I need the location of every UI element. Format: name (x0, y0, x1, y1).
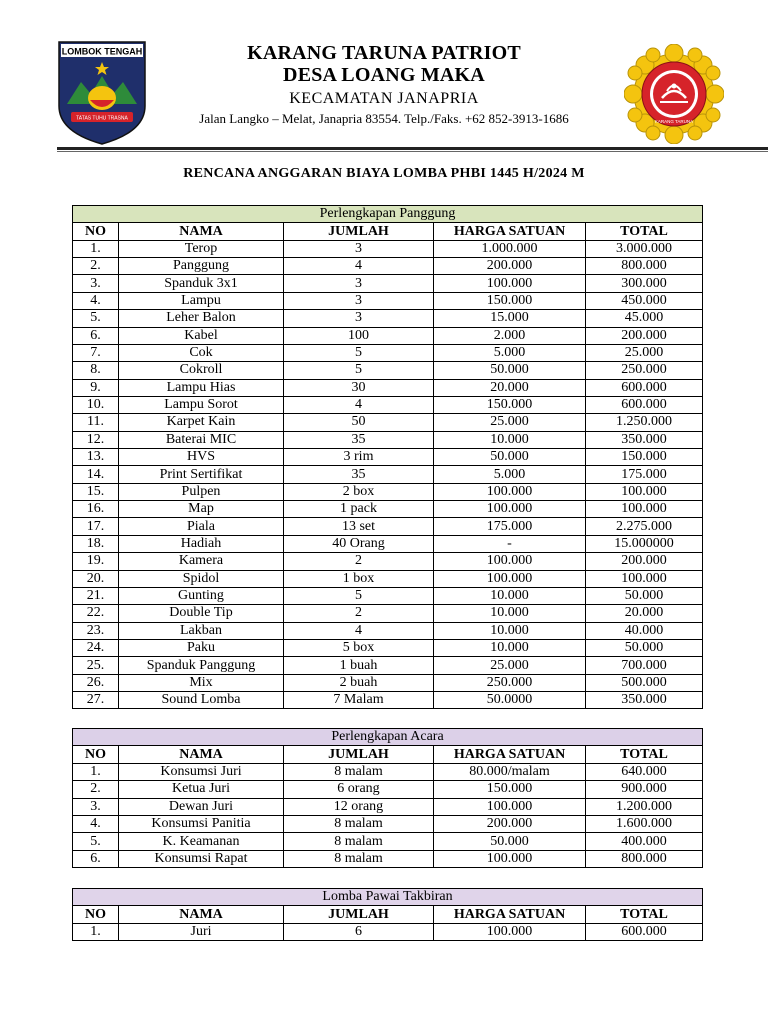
cell-nama: Gunting (119, 587, 284, 604)
cell-no: 1. (73, 763, 119, 780)
cell-no: 2. (73, 781, 119, 798)
cell-nama: HVS (119, 449, 284, 466)
cell-no: 11. (73, 414, 119, 431)
cell-total: 50.000 (586, 587, 703, 604)
cell-jumlah: 3 (284, 240, 434, 257)
cell-total: 45.000 (586, 310, 703, 327)
table-row (73, 449, 703, 466)
cell-total: 640.000 (586, 763, 703, 780)
cell-harga-satuan: 10.000 (434, 622, 586, 639)
table-row (73, 292, 703, 309)
cell-no: 3. (73, 798, 119, 815)
cell-harga-satuan: 100.000 (434, 923, 586, 940)
seal-label: KARANG TARUNA (654, 119, 694, 124)
cell-harga-satuan: 2.000 (434, 327, 586, 344)
cell-harga-satuan: 100.000 (434, 553, 586, 570)
cell-nama: K. Keamanan (119, 833, 284, 850)
cell-total: 800.000 (586, 850, 703, 867)
cell-no: 16. (73, 501, 119, 518)
table-row (73, 833, 703, 850)
cell-jumlah: 1 pack (284, 501, 434, 518)
table-caption: Lomba Pawai Takbiran (73, 889, 703, 906)
cell-no: 6. (73, 327, 119, 344)
letterhead (0, 0, 768, 152)
cell-nama: Lampu Sorot (119, 396, 284, 413)
cell-harga-satuan: 150.000 (434, 396, 586, 413)
cell-harga-satuan: 15.000 (434, 310, 586, 327)
cell-no: 5. (73, 833, 119, 850)
org-name-line2: DESA LOANG MAKA (283, 64, 485, 86)
cell-jumlah: 35 (284, 466, 434, 483)
address-line: Jalan Langko – Melat, Janapria 83554. Telp./Faks. +62 852-3913-1686 (199, 111, 569, 126)
cell-jumlah: 100 (284, 327, 434, 344)
table-row (73, 414, 703, 431)
cell-nama: Spanduk Panggung (119, 657, 284, 674)
table-row (73, 923, 703, 940)
column-header-no: NO (73, 223, 119, 240)
cell-total: 600.000 (586, 379, 703, 396)
cell-nama: Cok (119, 344, 284, 361)
cell-total: 400.000 (586, 833, 703, 850)
cell-no: 4. (73, 292, 119, 309)
cell-nama: Konsumsi Panitia (119, 815, 284, 832)
cell-jumlah: 40 Orang (284, 535, 434, 552)
cell-nama: Double Tip (119, 605, 284, 622)
cell-no: 17. (73, 518, 119, 535)
cell-jumlah: 50 (284, 414, 434, 431)
cell-nama: Lakban (119, 622, 284, 639)
cell-jumlah: 12 orang (284, 798, 434, 815)
cell-no: 13. (73, 449, 119, 466)
cell-jumlah: 3 (284, 275, 434, 292)
cell-nama: Sound Lomba (119, 692, 284, 709)
cell-no: 12. (73, 431, 119, 448)
cell-nama: Piala (119, 518, 284, 535)
table-row (73, 466, 703, 483)
table-row (73, 657, 703, 674)
column-header-jumlah: JUMLAH (284, 746, 434, 763)
table-header-row (73, 746, 703, 763)
letterhead-text (170, 42, 598, 127)
cell-nama: Kamera (119, 553, 284, 570)
table-row (73, 763, 703, 780)
cell-harga-satuan: 10.000 (434, 587, 586, 604)
cell-total: 100.000 (586, 483, 703, 500)
table-row (73, 605, 703, 622)
cell-jumlah: 6 orang (284, 781, 434, 798)
table-row (73, 327, 703, 344)
cell-harga-satuan: 50.0000 (434, 692, 586, 709)
cell-total: 500.000 (586, 674, 703, 691)
cell-nama: Karpet Kain (119, 414, 284, 431)
cell-jumlah: 5 (284, 362, 434, 379)
cell-no: 5. (73, 310, 119, 327)
column-header-jumlah: JUMLAH (284, 223, 434, 240)
cell-harga-satuan: 80.000/malam (434, 763, 586, 780)
cell-nama: Lampu (119, 292, 284, 309)
table-header-row (73, 906, 703, 923)
table-caption: Perlengkapan Acara (73, 729, 703, 746)
cell-no: 21. (73, 587, 119, 604)
cell-total: 300.000 (586, 275, 703, 292)
document-title: RENCANA ANGGARAN BIAYA LOMBA PHBI 1445 H/2024 M (183, 166, 585, 181)
table-row (73, 850, 703, 867)
cell-harga-satuan: 50.000 (434, 362, 586, 379)
cell-total: 150.000 (586, 449, 703, 466)
cell-nama: Konsumsi Juri (119, 763, 284, 780)
cell-jumlah: 2 (284, 605, 434, 622)
cell-total: 600.000 (586, 396, 703, 413)
cell-harga-satuan: 1.000.000 (434, 240, 586, 257)
cell-jumlah: 2 (284, 553, 434, 570)
cell-no: 22. (73, 605, 119, 622)
table-row (73, 692, 703, 709)
table-row (73, 798, 703, 815)
cell-total: 40.000 (586, 622, 703, 639)
cell-no: 20. (73, 570, 119, 587)
table-perlengkapan-panggung (72, 205, 703, 709)
cell-nama: Pulpen (119, 483, 284, 500)
cell-harga-satuan: 100.000 (434, 483, 586, 500)
cell-jumlah: 5 (284, 344, 434, 361)
cell-nama: Juri (119, 923, 284, 940)
table-row (73, 535, 703, 552)
cell-harga-satuan: 25.000 (434, 657, 586, 674)
cell-harga-satuan: 200.000 (434, 258, 586, 275)
cell-nama: Baterai MIC (119, 431, 284, 448)
cell-total: 1.600.000 (586, 815, 703, 832)
logo-left-label: LOMBOK TENGAH (61, 46, 143, 57)
cell-nama: Spanduk 3x1 (119, 275, 284, 292)
cell-no: 26. (73, 674, 119, 691)
column-header-total: TOTAL (586, 746, 703, 763)
column-header-total: TOTAL (586, 906, 703, 923)
cell-jumlah: 3 (284, 310, 434, 327)
cell-nama: Panggung (119, 258, 284, 275)
table-row (73, 518, 703, 535)
column-header-harga-satuan: HARGA SATUAN (434, 746, 586, 763)
cell-harga-satuan: 5.000 (434, 466, 586, 483)
table-row (73, 431, 703, 448)
cell-jumlah: 35 (284, 431, 434, 448)
header-rule (57, 147, 768, 150)
karang-taruna-seal (624, 44, 724, 144)
cell-nama: Kabel (119, 327, 284, 344)
cell-jumlah: 8 malam (284, 763, 434, 780)
table-header-row (73, 223, 703, 240)
cell-harga-satuan: 10.000 (434, 639, 586, 656)
cell-jumlah: 3 (284, 292, 434, 309)
cell-total: 350.000 (586, 692, 703, 709)
cell-nama: Cokroll (119, 362, 284, 379)
column-header-harga-satuan: HARGA SATUAN (434, 223, 586, 240)
cell-no: 2. (73, 258, 119, 275)
logo-left-ribbon: TATAS TUHU TRASNA (76, 115, 128, 122)
cell-harga-satuan: 50.000 (434, 833, 586, 850)
column-header-total: TOTAL (586, 223, 703, 240)
cell-nama: Leher Balon (119, 310, 284, 327)
cell-jumlah: 7 Malam (284, 692, 434, 709)
cell-jumlah: 5 (284, 587, 434, 604)
cell-jumlah: 4 (284, 622, 434, 639)
cell-harga-satuan: 100.000 (434, 850, 586, 867)
cell-nama: Konsumsi Rapat (119, 850, 284, 867)
column-header-nama: NAMA (119, 746, 284, 763)
cell-total: 3.000.000 (586, 240, 703, 257)
cell-no: 3. (73, 275, 119, 292)
column-header-nama: NAMA (119, 223, 284, 240)
cell-no: 7. (73, 344, 119, 361)
cell-total: 450.000 (586, 292, 703, 309)
district-name: KECAMATAN JANAPRIA (289, 90, 479, 107)
table-row (73, 362, 703, 379)
table-row (73, 639, 703, 656)
cell-no: 8. (73, 362, 119, 379)
column-header-harga-satuan: HARGA SATUAN (434, 906, 586, 923)
cell-nama: Ketua Juri (119, 781, 284, 798)
cell-total: 100.000 (586, 570, 703, 587)
table-row (73, 781, 703, 798)
cell-harga-satuan: 100.000 (434, 570, 586, 587)
table-row (73, 483, 703, 500)
cell-harga-satuan: 100.000 (434, 501, 586, 518)
column-header-jumlah: JUMLAH (284, 906, 434, 923)
cell-total: 50.000 (586, 639, 703, 656)
cell-no: 27. (73, 692, 119, 709)
cell-jumlah: 4 (284, 396, 434, 413)
cell-harga-satuan: 20.000 (434, 379, 586, 396)
table-row (73, 570, 703, 587)
cell-nama: Hadiah (119, 535, 284, 552)
cell-jumlah: 1 buah (284, 657, 434, 674)
cell-nama: Mix (119, 674, 284, 691)
cell-nama: Dewan Juri (119, 798, 284, 815)
cell-no: 18. (73, 535, 119, 552)
cell-harga-satuan: 250.000 (434, 674, 586, 691)
cell-harga-satuan: 150.000 (434, 292, 586, 309)
table-row (73, 344, 703, 361)
cell-jumlah: 8 malam (284, 850, 434, 867)
lombok-tengah-logo (57, 40, 147, 146)
cell-no: 19. (73, 553, 119, 570)
cell-harga-satuan: 200.000 (434, 815, 586, 832)
cell-harga-satuan: 25.000 (434, 414, 586, 431)
cell-no: 24. (73, 639, 119, 656)
cell-total: 250.000 (586, 362, 703, 379)
table-row (73, 379, 703, 396)
cell-total: 900.000 (586, 781, 703, 798)
table-row (73, 622, 703, 639)
table-row (73, 587, 703, 604)
table-row (73, 310, 703, 327)
cell-no: 1. (73, 923, 119, 940)
cell-jumlah: 8 malam (284, 833, 434, 850)
table-row (73, 674, 703, 691)
cell-jumlah: 4 (284, 258, 434, 275)
cell-harga-satuan: 5.000 (434, 344, 586, 361)
table-row (73, 240, 703, 257)
column-header-nama: NAMA (119, 906, 284, 923)
cell-harga-satuan: 10.000 (434, 605, 586, 622)
cell-total: 200.000 (586, 553, 703, 570)
cell-no: 25. (73, 657, 119, 674)
cell-total: 175.000 (586, 466, 703, 483)
cell-total: 20.000 (586, 605, 703, 622)
column-header-no: NO (73, 906, 119, 923)
cell-harga-satuan: - (434, 535, 586, 552)
table-row (73, 275, 703, 292)
cell-harga-satuan: 50.000 (434, 449, 586, 466)
cell-jumlah: 5 box (284, 639, 434, 656)
table-row (73, 501, 703, 518)
cell-no: 10. (73, 396, 119, 413)
cell-harga-satuan: 100.000 (434, 798, 586, 815)
table-caption-row (73, 206, 703, 223)
cell-nama: Lampu Hias (119, 379, 284, 396)
cell-total: 700.000 (586, 657, 703, 674)
cell-jumlah: 30 (284, 379, 434, 396)
table-caption-row (73, 729, 703, 746)
column-header-no: NO (73, 746, 119, 763)
cell-jumlah: 3 rim (284, 449, 434, 466)
cell-total: 200.000 (586, 327, 703, 344)
cell-total: 1.200.000 (586, 798, 703, 815)
cell-jumlah: 8 malam (284, 815, 434, 832)
cell-harga-satuan: 150.000 (434, 781, 586, 798)
cell-no: 6. (73, 850, 119, 867)
cell-harga-satuan: 100.000 (434, 275, 586, 292)
cell-jumlah: 2 buah (284, 674, 434, 691)
table-row (73, 815, 703, 832)
cell-jumlah: 6 (284, 923, 434, 940)
cell-nama: Paku (119, 639, 284, 656)
cell-jumlah: 1 box (284, 570, 434, 587)
cell-total: 800.000 (586, 258, 703, 275)
cell-total: 15.000000 (586, 535, 703, 552)
cell-total: 2.275.000 (586, 518, 703, 535)
table-caption-row (73, 889, 703, 906)
cell-no: 9. (73, 379, 119, 396)
cell-nama: Spidol (119, 570, 284, 587)
cell-harga-satuan: 175.000 (434, 518, 586, 535)
cell-harga-satuan: 10.000 (434, 431, 586, 448)
cell-nama: Print Sertifikat (119, 466, 284, 483)
table-caption: Perlengkapan Panggung (73, 206, 703, 223)
cell-no: 4. (73, 815, 119, 832)
header-rule-thin (57, 151, 768, 152)
cell-total: 1.250.000 (586, 414, 703, 431)
cell-total: 25.000 (586, 344, 703, 361)
cell-jumlah: 2 box (284, 483, 434, 500)
cell-nama: Terop (119, 240, 284, 257)
cell-total: 100.000 (586, 501, 703, 518)
cell-no: 23. (73, 622, 119, 639)
cell-nama: Map (119, 501, 284, 518)
table-lomba-pawai-takbiran (72, 888, 703, 941)
cell-no: 1. (73, 240, 119, 257)
cell-jumlah: 13 set (284, 518, 434, 535)
table-row (73, 553, 703, 570)
cell-total: 350.000 (586, 431, 703, 448)
table-perlengkapan-acara (72, 728, 703, 868)
org-name-line1: KARANG TARUNA PATRIOT (247, 42, 521, 64)
table-row (73, 258, 703, 275)
cell-no: 15. (73, 483, 119, 500)
cell-no: 14. (73, 466, 119, 483)
table-row (73, 396, 703, 413)
cell-total: 600.000 (586, 923, 703, 940)
